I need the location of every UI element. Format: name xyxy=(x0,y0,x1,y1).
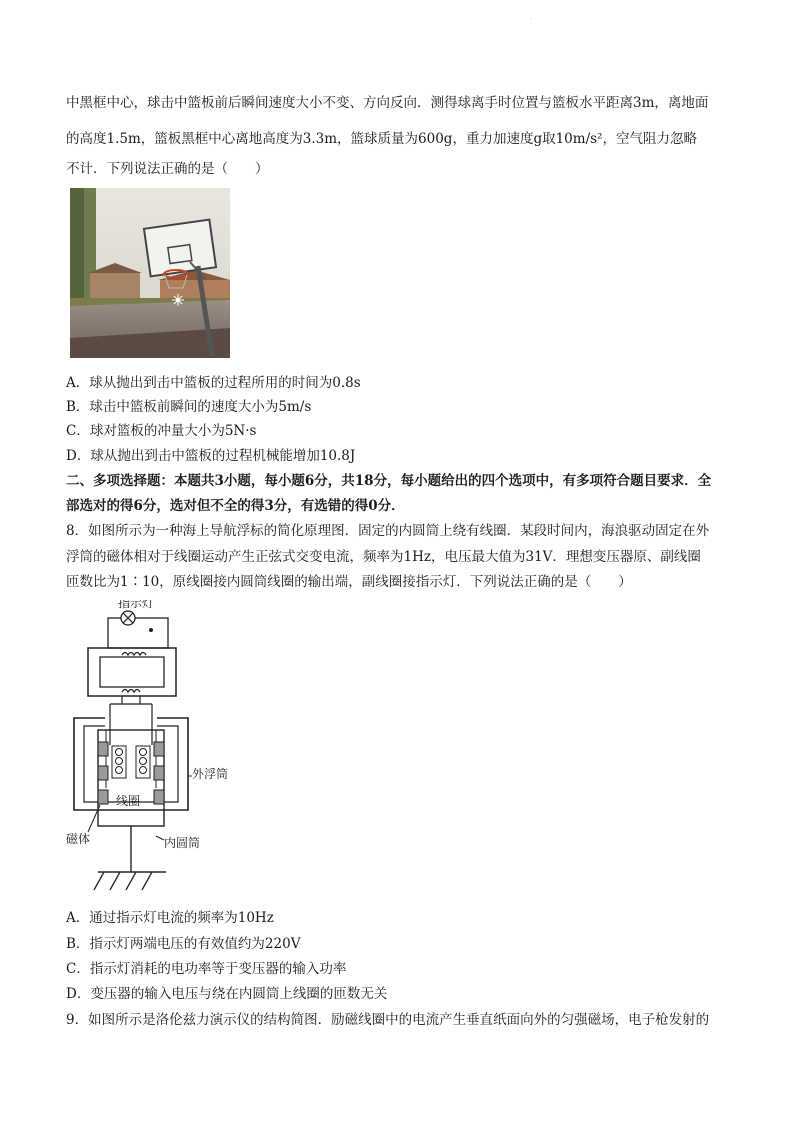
q8-option-b: B．指示灯两端电压的有效值约为220V xyxy=(66,936,301,952)
q8-option-a: A．通过指示灯电流的频率为10Hz xyxy=(66,910,274,926)
q9-text-line-1: 9．如图所示是洛伦兹力演示仪的结构简图．励磁线圈中的电流产生垂直纸面向外的匀强磁场，电子枪发射的 xyxy=(66,1012,710,1028)
coil-label: 线圈 xyxy=(116,794,141,808)
q8-text-line-3: 匝数比为1∶10，原线圈接内圆筒线圈的输出端，副线圈接指示灯．下列说法正确的是（ ） xyxy=(66,574,632,590)
primary-coil xyxy=(122,690,140,693)
page-dot: · xyxy=(530,16,532,23)
magnet-label: 磁体 xyxy=(66,832,91,846)
buoy-diagram xyxy=(60,600,260,900)
q7-text-line-3: 不计．下列说法正确的是（ ） xyxy=(66,161,269,177)
q8-text-line-1: 8．如图所示为一种海上导航浮标的简化原理图．固定的内圆筒上绕有线圈．某段时间内，海浪驱动固定在外 xyxy=(66,523,710,539)
section2-heading-line-1: 二、多项选择题：本题共3小题，每小题6分，共18分，每小题给出的四个选项中，有多项符合题目要求．全 xyxy=(66,473,712,489)
q8-text-line-2: 浮筒的磁体相对于线圈运动产生正弦式交变电流，频率为1Hz，电压最大值为31V．理想变压器原、副线圈 xyxy=(66,549,701,565)
q7-text-line-2: 的高度1.5m，篮板黑框中心离地高度为3.3m，篮球质量为600g，重力加速度g取10m/s²，空气阻力忽略 xyxy=(66,131,697,147)
outer-float-label: 外浮筒 xyxy=(192,767,229,781)
magnet-block xyxy=(98,742,108,756)
secondary-coil xyxy=(122,653,146,656)
lamp-icon xyxy=(121,611,135,625)
inner-cylinder-label: 内圆筒 xyxy=(164,836,201,850)
q8-option-d: D．变压器的输入电压与绕在内圆筒上线圈的匝数无关 xyxy=(66,986,388,1002)
q7-option-a: A．球从抛出到击中篮板的过程所用的时间为0.8s xyxy=(66,375,361,391)
lamp-label: 指示灯 xyxy=(118,600,155,610)
lamp-circuit-wire xyxy=(108,618,168,648)
section2-heading-line-2: 部选对的得6分，选对但不全的得3分，有选错的得0分． xyxy=(66,498,405,514)
basketball-hoop-photo xyxy=(70,188,230,358)
q7-option-b: B．球击中篮板前瞬间的速度大小为5m/s xyxy=(66,399,312,415)
q8-option-c: C．指示灯消耗的电功率等于变压器的输入功率 xyxy=(66,961,347,977)
q7-option-c: C．球对篮板的冲量大小为5N·s xyxy=(66,423,257,439)
q7-option-d: D．球从抛出到击中篮板的过程机械能增加10.8J xyxy=(66,448,356,464)
q7-text-line-1: 中黑框中心，球击中篮板前后瞬间速度大小不变、方向反向．测得球离手时位置与篮板水平距离3m，离地面 xyxy=(66,95,709,111)
